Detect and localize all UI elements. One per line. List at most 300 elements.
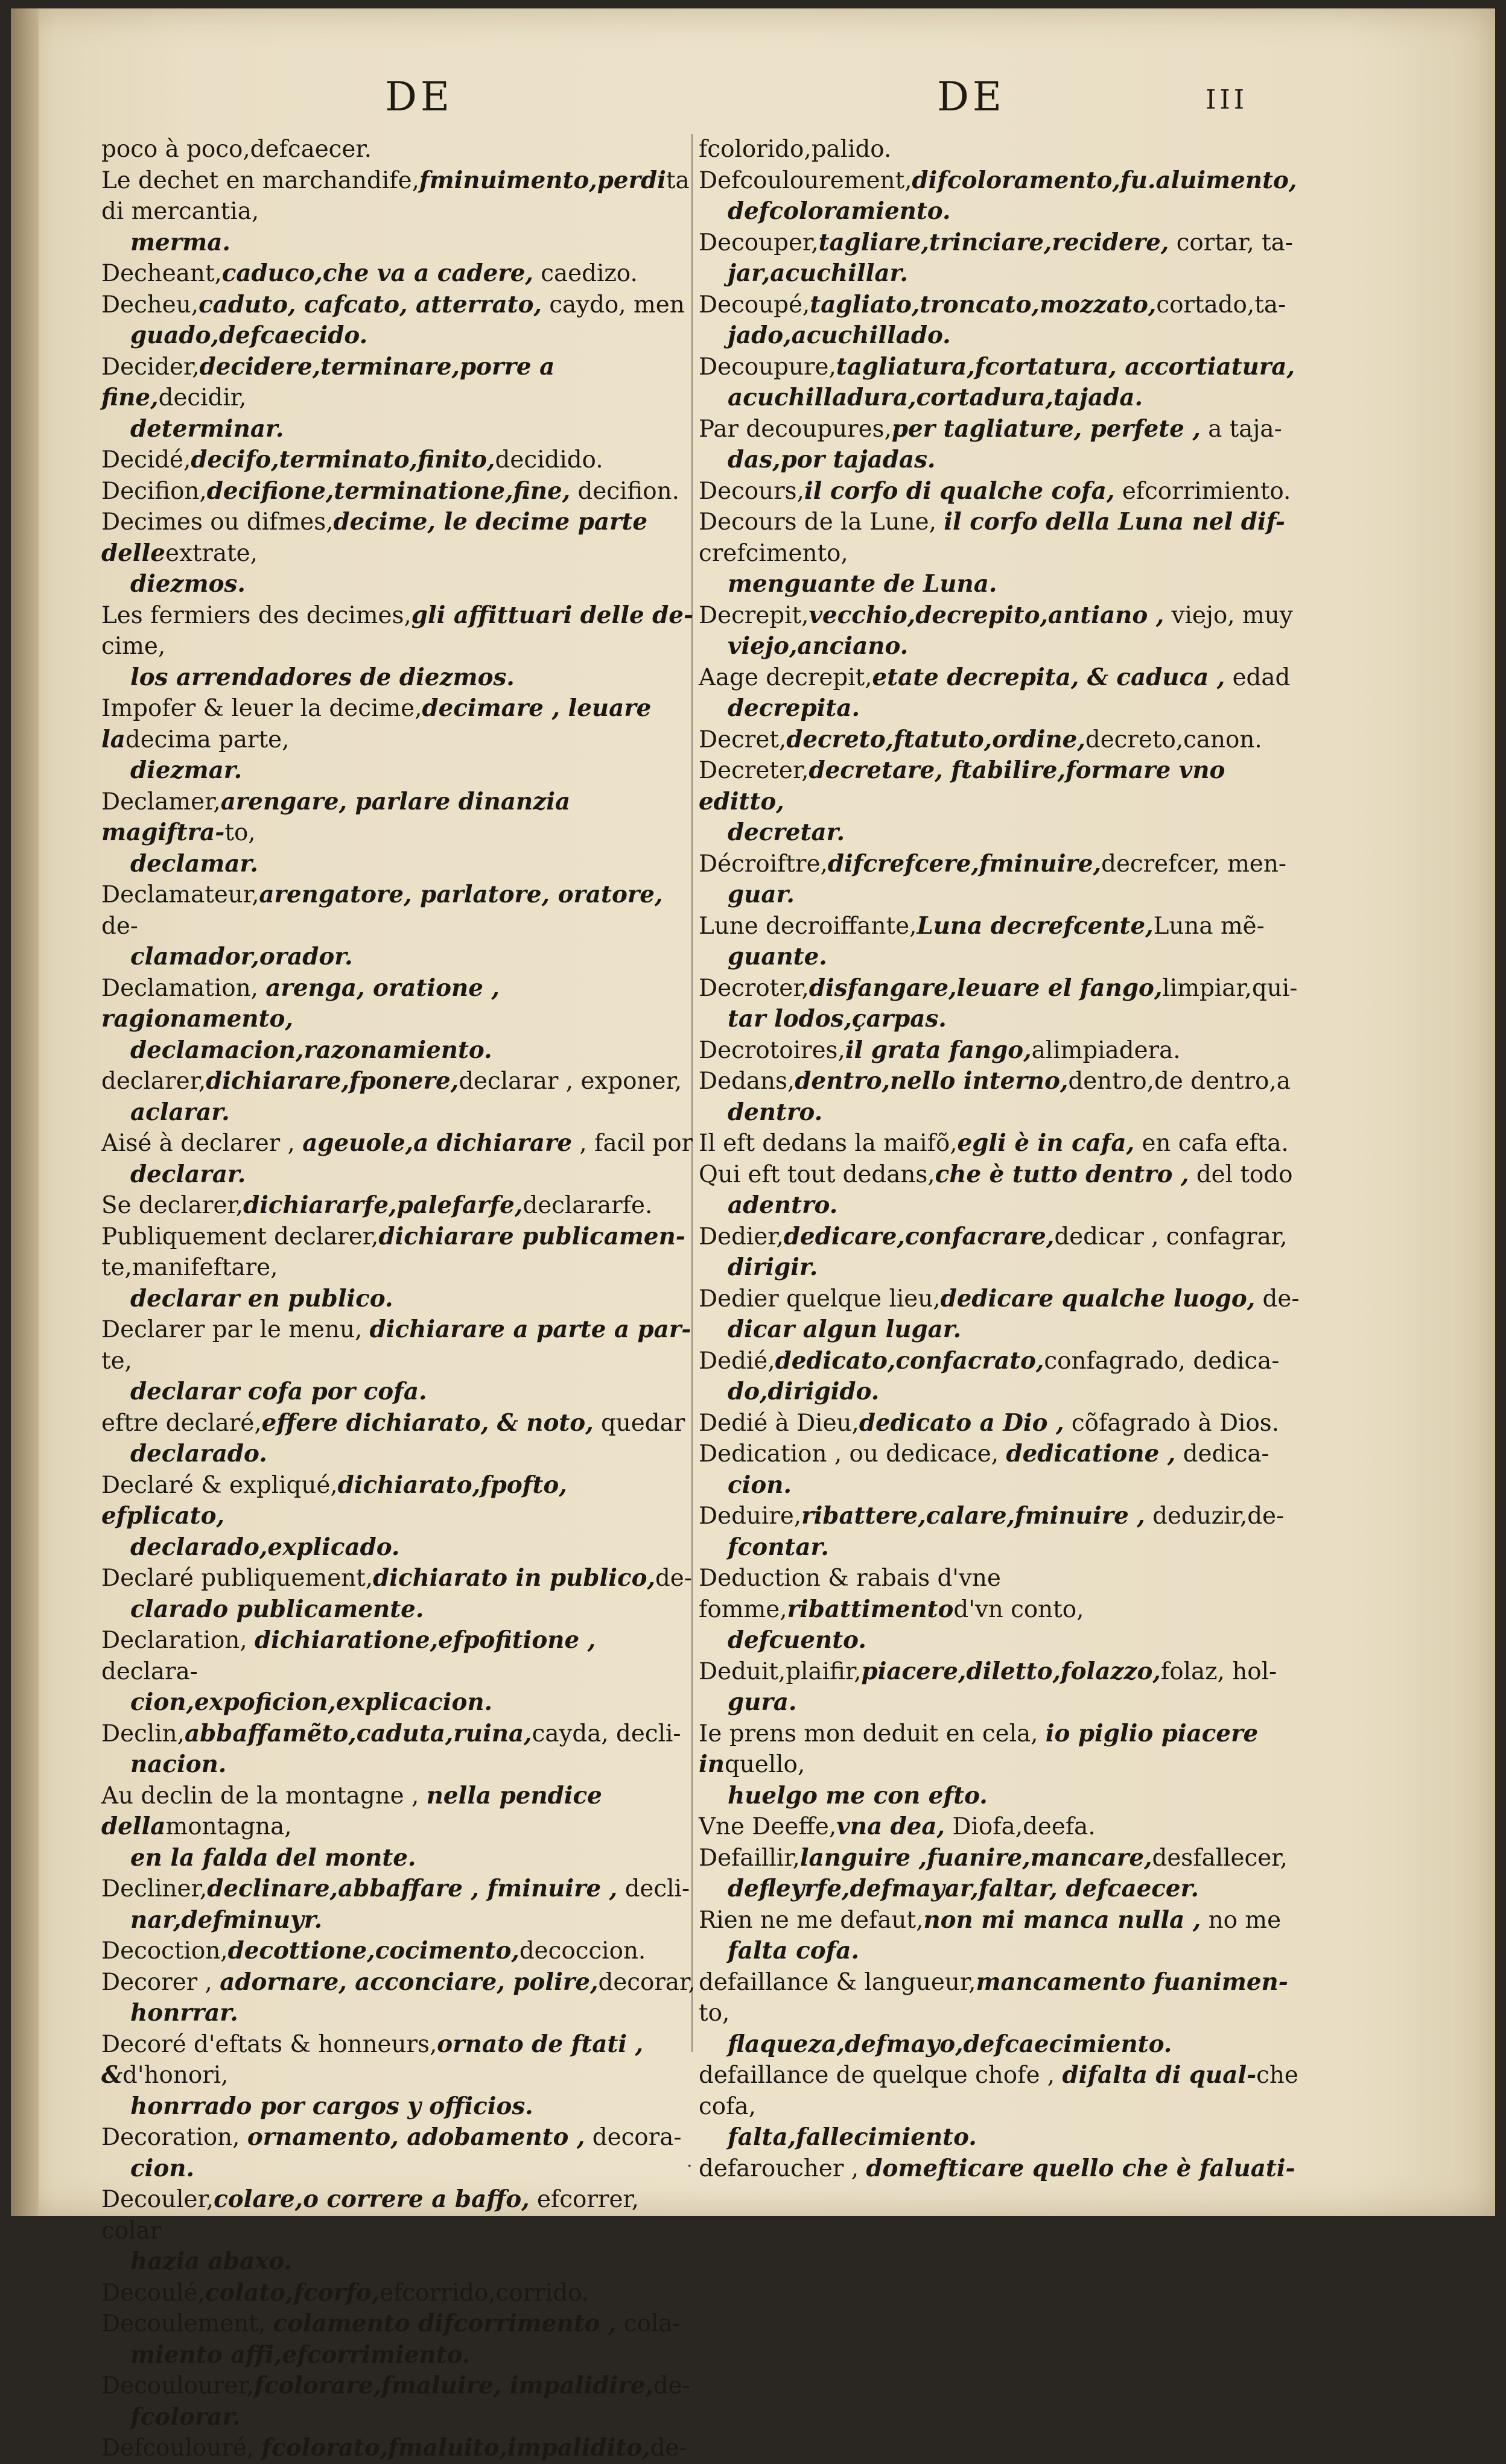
- entry-continuation: [728, 693, 1302, 724]
- dictionary-entry: [699, 1159, 1302, 1221]
- dictionary-entry: [699, 1811, 1302, 1843]
- dictionary-entry: [699, 352, 1302, 414]
- entry-line: [101, 352, 696, 414]
- entry-continuation: [130, 1749, 696, 1781]
- entry-continuation: [130, 662, 696, 694]
- spanish-gloss: decifion.: [570, 477, 679, 505]
- dictionary-entry: [101, 1066, 696, 1128]
- headword: Aisé à declarer ,: [101, 1130, 303, 1157]
- italian-gloss: abbaffamẽto,caduta,ruina,: [184, 1720, 532, 1747]
- headword: Declamation,: [101, 974, 266, 1002]
- spanish-gloss: efcorrido,corrido.: [380, 2279, 589, 2307]
- entry-continuation: [130, 1097, 696, 1129]
- entry-continuation: [728, 382, 1302, 414]
- headword: Decret,: [699, 726, 787, 753]
- italian-gloss: declarar cofa por cofa.: [130, 1378, 427, 1405]
- italian-gloss: gura.: [728, 1689, 797, 1716]
- entry-line: [101, 445, 696, 476]
- entry-line: [101, 290, 696, 321]
- italian-gloss: cion.: [728, 1471, 792, 1499]
- italian-gloss: cion.: [130, 2155, 194, 2182]
- headword: Publiquement declarer,: [101, 1223, 379, 1250]
- dictionary-entry: [699, 476, 1302, 507]
- entry-line: [699, 1035, 1302, 1066]
- italian-gloss: declarar.: [130, 1161, 246, 1188]
- dictionary-entry: [101, 973, 696, 1066]
- headword: Par decoupures,: [699, 415, 892, 443]
- italian-gloss: honrrar.: [130, 2000, 238, 2027]
- entry-continuation: [728, 1532, 1302, 1563]
- italian-gloss: arengare, parlare dinanzia magiftra-: [101, 788, 571, 846]
- italian-gloss: fcontar.: [728, 1533, 829, 1561]
- entry-continuation: [130, 1439, 696, 1470]
- italian-gloss: ribattere,calare,fminuire ,: [801, 1503, 1145, 1530]
- entry-line: [699, 1066, 1302, 1097]
- dictionary-entry: [101, 787, 696, 880]
- entry-continuation: [130, 414, 696, 445]
- spanish-gloss: de-: [653, 2372, 690, 2399]
- entry-continuation: [130, 320, 696, 352]
- entry-line: [101, 258, 696, 290]
- headword: Qui eft tout dedans,: [699, 1161, 935, 1188]
- spanish-gloss: Luna mẽ-: [1153, 912, 1265, 940]
- entry-line: [699, 134, 1302, 165]
- entry-line: [101, 1314, 696, 1376]
- italian-gloss: tar lodos,çarpas.: [728, 1006, 947, 1033]
- entry-line: [101, 165, 696, 227]
- italian-gloss: diezmos.: [130, 571, 246, 598]
- dictionary-entry: [699, 414, 1302, 476]
- spanish-gloss: de-: [1255, 1285, 1300, 1313]
- entry-continuation: [728, 1625, 1302, 1656]
- italian-gloss: adornare, acconciare, polire,: [220, 1968, 599, 1996]
- entry-line: [699, 2060, 1302, 2122]
- dictionary-entry: [699, 600, 1302, 662]
- entry-continuation: [130, 2091, 696, 2123]
- spanish-gloss: deduzir,de-: [1145, 1503, 1285, 1530]
- headword: Dedié à Dieu,: [699, 1409, 859, 1437]
- italian-gloss: decrepita.: [728, 695, 860, 722]
- headword: Il eft dedans la maifõ,: [699, 1130, 958, 1157]
- dictionary-entry: [101, 600, 696, 694]
- entry-line: [699, 1718, 1302, 1781]
- dictionary-entry: [101, 1936, 696, 1967]
- entry-line: [101, 973, 696, 1035]
- spanish-gloss: efcorrer, colar: [101, 2186, 640, 2244]
- entry-line: [699, 1284, 1302, 1315]
- spanish-gloss: en cafa efta.: [1134, 1130, 1289, 1157]
- headword: Decoration,: [101, 2124, 247, 2151]
- entry-continuation: [728, 1687, 1302, 1718]
- italian-gloss: decidere,terminare,porre a fine,: [101, 353, 555, 411]
- dictionary-entry: [101, 134, 696, 165]
- headword: Decorer ,: [101, 1968, 220, 1996]
- entry-line: [699, 352, 1302, 383]
- entry-continuation: [130, 569, 696, 600]
- spanish-gloss: montagna,: [165, 1813, 292, 1840]
- entry-continuation: [130, 2153, 696, 2185]
- headword: Decrepit,: [699, 601, 809, 629]
- folio-number: III: [1206, 84, 1248, 115]
- entry-continuation: [728, 196, 1302, 227]
- italian-gloss: falta,fallecimiento.: [728, 2124, 977, 2151]
- spanish-gloss: decorar,: [598, 1968, 696, 1996]
- italian-gloss: defleyrfe,defmayar,faltar, defcaecer.: [728, 1875, 1199, 1902]
- dictionary-entry: [101, 1625, 696, 1718]
- headword: Dedans,: [699, 1068, 795, 1095]
- italian-gloss: dicar algun lugar.: [728, 1316, 962, 1343]
- headword: Decidé,: [101, 446, 191, 473]
- headword: Se declarer,: [101, 1192, 244, 1219]
- italian-gloss: tagliato,troncato,mozzato,: [810, 291, 1157, 318]
- entry-continuation: [728, 1190, 1302, 1221]
- spanish-gloss: declarar , exponer,: [459, 1068, 682, 1095]
- spanish-gloss: decreto,canon.: [1085, 726, 1262, 753]
- entry-continuation: [130, 1843, 696, 1874]
- headword: Declamateur,: [101, 881, 259, 908]
- dictionary-entry: [101, 2122, 696, 2184]
- italian-gloss: adentro.: [728, 1192, 838, 1219]
- italian-gloss: decime, le decime parte delle: [101, 508, 648, 567]
- italian-gloss: dirigir.: [728, 1254, 818, 1281]
- entry-line: [101, 693, 696, 755]
- entry-line: [101, 1936, 696, 1967]
- headword: Decoré d'eftats & honneurs,: [101, 2030, 437, 2058]
- entry-line: [699, 662, 1302, 694]
- italian-gloss: guante.: [728, 943, 827, 971]
- italian-gloss: caduco,che va a cadere,: [221, 260, 533, 287]
- dictionary-entry: [699, 507, 1302, 600]
- entry-continuation: [130, 2340, 696, 2371]
- italian-gloss: falta cofa.: [728, 1937, 859, 1965]
- entry-line: [101, 2308, 696, 2340]
- entry-line: [101, 134, 696, 165]
- spanish-gloss: caedizo.: [533, 260, 638, 287]
- entry-line: [699, 290, 1302, 321]
- italian-gloss: dichiarare a parte a par-: [369, 1316, 691, 1343]
- italian-gloss: guar.: [728, 881, 795, 908]
- spanish-gloss: efcorrimiento.: [1114, 477, 1291, 505]
- italian-gloss: ribattimento: [787, 1595, 954, 1623]
- spanish-gloss: te,manifeftare,: [101, 1254, 278, 1281]
- italian-gloss: ornato de ftati , &: [101, 2030, 644, 2089]
- italian-gloss: fminuimento,perdi: [419, 166, 666, 194]
- entry-continuation: [728, 1873, 1302, 1905]
- italian-gloss: declinare,abbaffare , fminuire ,: [207, 1875, 618, 1902]
- entry-line: [699, 849, 1302, 880]
- italian-gloss: dedicatione ,: [1006, 1440, 1176, 1468]
- dictionary-entry: [699, 724, 1302, 756]
- entry-continuation: [130, 2246, 696, 2278]
- italian-gloss: nella pendice della: [101, 1782, 602, 1840]
- italian-gloss: los arrendadores de diezmos.: [130, 664, 515, 691]
- italian-gloss: disfangare,leuare el fango,: [809, 974, 1163, 1002]
- italian-gloss: arenga, oratione , ragionamento,: [101, 974, 500, 1033]
- entry-continuation: [728, 1004, 1302, 1035]
- left-column: [101, 134, 696, 2464]
- italian-gloss: guado,defcaecido.: [130, 322, 368, 349]
- italian-gloss: colamento difcorrimento ,: [273, 2310, 617, 2337]
- entry-line: [101, 787, 696, 849]
- headword: Decreter,: [699, 757, 809, 784]
- headword: Dedier,: [699, 1223, 784, 1250]
- italian-gloss: Luna decrefcente,: [917, 912, 1154, 940]
- dictionary-entry: [101, 1408, 696, 1470]
- spanish-gloss: caydo, men: [541, 291, 685, 318]
- headword: Decoupé,: [699, 291, 810, 318]
- italian-gloss: dedicare,confacrare,: [783, 1223, 1055, 1250]
- entry-line: [101, 1625, 696, 1687]
- dictionary-entry: [101, 2308, 696, 2371]
- entry-line: [101, 1128, 696, 1159]
- italian-gloss: menguante de Luna.: [728, 571, 997, 598]
- dictionary-entry: [699, 849, 1302, 911]
- italian-gloss: il grata fango,: [845, 1036, 1032, 1064]
- entry-continuation: [728, 1936, 1302, 1967]
- entry-line: [699, 476, 1302, 507]
- spanish-gloss: desfallecer,: [1152, 1844, 1288, 1872]
- entry-continuation: [728, 1781, 1302, 1812]
- entry-continuation: [728, 942, 1302, 973]
- headword: Declin,: [101, 1720, 185, 1747]
- italian-gloss: difalta di qual-: [1062, 2062, 1257, 2089]
- entry-line: [101, 1873, 696, 1905]
- dictionary-entry: [101, 2029, 696, 2123]
- dictionary-entry: [101, 2371, 696, 2433]
- entry-line: [699, 1563, 1302, 1625]
- entry-continuation: [728, 1376, 1302, 1408]
- headword: defaillance de quelque chofe ,: [699, 2062, 1063, 2089]
- spanish-gloss: quedar: [593, 1409, 685, 1437]
- dictionary-entry: [101, 2278, 696, 2309]
- italian-gloss: decottione,cocimento,: [227, 1937, 519, 1965]
- entry-continuation: [130, 2402, 696, 2433]
- italian-gloss: dentro.: [728, 1098, 823, 1126]
- italian-gloss: nacion.: [130, 1751, 227, 1778]
- headword: declarer,: [101, 1068, 206, 1095]
- spanish-gloss: cola-: [616, 2310, 681, 2337]
- headword: Declarer par le menu,: [101, 1316, 370, 1343]
- spanish-gloss: cortar, ta-: [1169, 229, 1293, 256]
- running-head-right: DE: [937, 74, 1006, 120]
- dictionary-entry: [699, 1718, 1302, 1812]
- italian-gloss: flaqueza,defmayo,defcaecimiento.: [728, 2030, 1172, 2058]
- headword: Dedication , ou dedicace,: [699, 1440, 1006, 1468]
- spanish-gloss: crefcimento,: [699, 539, 848, 567]
- headword: Decoulement,: [101, 2310, 273, 2337]
- entry-line: [699, 1656, 1302, 1688]
- italian-gloss: io piglio piacere in: [699, 1720, 1259, 1778]
- running-head-left: DE: [385, 74, 454, 120]
- spanish-gloss: cime,: [101, 633, 166, 660]
- entry-line: [101, 2184, 696, 2246]
- entry-continuation: [728, 879, 1302, 911]
- italian-gloss: dichiaratione,efpofitione ,: [255, 1627, 596, 1654]
- italian-gloss: dentro,nello interno,: [795, 1068, 1069, 1095]
- entry-line: [101, 1221, 696, 1284]
- dictionary-entry: [699, 1905, 1302, 1967]
- italian-gloss: dedicato,confacrato,: [775, 1347, 1044, 1375]
- dictionary-entry: [699, 2153, 1302, 2185]
- dictionary-entry: [101, 476, 696, 507]
- italian-gloss: miento affi,efcorrimiento.: [130, 2341, 471, 2369]
- spanish-gloss: decima parte,: [125, 726, 290, 753]
- headword: Decouper,: [699, 229, 819, 256]
- entry-continuation: [728, 1097, 1302, 1129]
- headword: Decours,: [699, 477, 804, 505]
- dictionary-entry: [101, 1128, 696, 1190]
- spanish-gloss: cayda, decli-: [532, 1720, 681, 1747]
- entry-line: [101, 600, 696, 662]
- italian-gloss: viejo,anciano.: [728, 633, 909, 660]
- entry-continuation: [728, 258, 1302, 290]
- dictionary-entry: [699, 755, 1302, 849]
- entry-continuation: [728, 1314, 1302, 1346]
- italian-gloss: ageuole,a dichiarare: [302, 1130, 573, 1157]
- entry-line: [101, 879, 696, 942]
- italian-gloss: colato,fcorfo,: [205, 2279, 380, 2307]
- italian-gloss: honrrado por cargos y officios.: [130, 2092, 533, 2120]
- entry-continuation: [130, 1594, 696, 1626]
- spanish-gloss: cõfagrado à Dios.: [1064, 1409, 1280, 1437]
- italian-gloss: mancamento fuanimen-: [976, 1968, 1288, 1996]
- entry-line: [699, 1439, 1302, 1470]
- spanish-gloss: dedicar , confagrar,: [1054, 1223, 1288, 1250]
- entry-line: [699, 227, 1302, 259]
- entry-line: [101, 2433, 696, 2464]
- italian-gloss: en la falda del monte.: [130, 1844, 416, 1872]
- entry-continuation: [130, 1376, 696, 1408]
- dictionary-entry: [699, 1408, 1302, 1439]
- italian-gloss: defcoloramiento.: [728, 198, 951, 225]
- spanish-gloss: extrate,: [165, 539, 258, 567]
- entry-line: [699, 724, 1302, 756]
- entry-line: [699, 1159, 1302, 1191]
- dictionary-entry: [101, 2184, 696, 2278]
- entry-continuation: [130, 1035, 696, 1066]
- italian-gloss: dichiarare publicamen-: [378, 1223, 685, 1250]
- headword: Deduction & rabais d'vne fomme,: [699, 1565, 1001, 1623]
- italian-gloss: arengatore, parlatore, oratore,: [259, 881, 663, 908]
- headword: Decoulé,: [101, 2279, 205, 2307]
- italian-gloss: diezmar.: [130, 757, 243, 784]
- dictionary-entry: [101, 258, 696, 290]
- headword: Dedié,: [699, 1347, 775, 1375]
- italian-gloss: defcuento.: [728, 1627, 866, 1654]
- spanish-gloss: viejo, muy: [1164, 601, 1293, 629]
- spanish-gloss: declara-: [101, 1658, 198, 1685]
- headword: Decimes ou difmes,: [101, 508, 334, 536]
- spanish-gloss: de-: [101, 912, 138, 940]
- italian-gloss: fcolorar.: [130, 2403, 241, 2431]
- headword: Declaré & expliqué,: [101, 1471, 338, 1499]
- italian-gloss: huelgo me con efto.: [728, 1782, 988, 1810]
- dictionary-entry: [101, 290, 696, 352]
- italian-gloss: vecchio,decrepito,antiano ,: [809, 601, 1164, 629]
- entry-line: [699, 973, 1302, 1004]
- dictionary-entry: [699, 290, 1302, 352]
- dictionary-entry: [699, 165, 1302, 227]
- italian-gloss: il corfo di qualche cofa,: [804, 477, 1115, 505]
- spanish-gloss: decoccion.: [519, 1937, 646, 1965]
- italian-gloss: tagliatura,fcortatura, accortiatura,: [836, 353, 1295, 381]
- headword: Decoction,: [101, 1937, 228, 1965]
- entry-continuation: [130, 942, 696, 973]
- spanish-gloss: che cofa,: [699, 2062, 1298, 2120]
- headword: Le dechet en marchandife,: [101, 166, 419, 194]
- dictionary-entry: [699, 1066, 1302, 1128]
- headword: eftre declaré,: [101, 1409, 262, 1437]
- entry-line: [101, 1470, 696, 1532]
- headword: Decheant,: [101, 260, 222, 287]
- entry-line: [101, 1563, 696, 1594]
- italian-gloss: clamador,orador.: [130, 943, 353, 971]
- dictionary-entry: [101, 879, 696, 973]
- entry-line: [699, 1346, 1302, 1377]
- italian-gloss: gli affittuari delle de-: [411, 601, 694, 629]
- headword: Impofer & leuer la decime,: [101, 695, 422, 722]
- spanish-gloss: te,: [101, 1347, 132, 1375]
- dictionary-entry: [101, 507, 696, 600]
- entry-continuation: [728, 569, 1302, 600]
- headword: Ie prens mon deduit en cela,: [699, 1720, 1046, 1747]
- dictionary-entry: [101, 1873, 696, 1936]
- italian-gloss: declarado,explicado.: [130, 1533, 400, 1561]
- headword: defaroucher ,: [699, 2155, 866, 2182]
- italian-gloss: languire ,fuanire,mancare,: [799, 1844, 1152, 1872]
- dictionary-entry: [101, 1221, 696, 1315]
- headword: Dedier quelque lieu,: [699, 1285, 941, 1313]
- entry-line: [101, 1190, 696, 1221]
- entry-line: [699, 414, 1302, 445]
- headword: defaillance & langueur,: [699, 1968, 976, 1996]
- dictionary-entry: [699, 1656, 1302, 1718]
- spanish-gloss: confagrado, dedica-: [1044, 1347, 1280, 1375]
- headword: Rien ne me defaut,: [699, 1906, 924, 1934]
- spanish-gloss: to,: [699, 2000, 730, 2027]
- entry-line: [101, 476, 696, 507]
- headword: fcolorido,palido.: [699, 136, 892, 163]
- headword: Declamer,: [101, 788, 221, 816]
- dictionary-entry: [699, 1843, 1302, 1905]
- dictionary-entry: [699, 911, 1302, 973]
- spanish-gloss: de-: [650, 2434, 687, 2462]
- italian-gloss: decifo,terminato,finito,: [191, 446, 495, 473]
- italian-gloss: decretar.: [728, 819, 845, 846]
- entry-line: [699, 911, 1302, 942]
- italian-gloss: vna dea,: [836, 1813, 945, 1840]
- entry-line: [101, 1967, 696, 1998]
- dictionary-entry: [699, 1346, 1302, 1408]
- entry-line: [699, 507, 1302, 569]
- italian-gloss: piacere,diletto,folazzo,: [861, 1658, 1161, 1685]
- italian-gloss: difcoloramento,fu.aluimento,: [912, 166, 1297, 194]
- dictionary-entry: [101, 1718, 696, 1781]
- italian-gloss: jar,acuchillar.: [728, 260, 908, 287]
- entry-continuation: [130, 1284, 696, 1315]
- italian-gloss: declamacion,razonamiento.: [130, 1036, 492, 1064]
- spanish-gloss: alimpiadera.: [1031, 1036, 1181, 1064]
- spanish-gloss: d'vn conto,: [953, 1595, 1084, 1623]
- spanish-gloss: decli-: [617, 1875, 690, 1902]
- italian-gloss: nar,defminuyr.: [130, 1906, 323, 1934]
- spanish-gloss: dentro,de dentro,a: [1068, 1068, 1291, 1095]
- entry-line: [699, 2153, 1302, 2185]
- dictionary-entry: [699, 2060, 1302, 2153]
- italian-gloss: decreto,ftatuto,ordine,: [786, 726, 1085, 753]
- entry-line: [101, 2029, 696, 2091]
- entry-line: [699, 1843, 1302, 1874]
